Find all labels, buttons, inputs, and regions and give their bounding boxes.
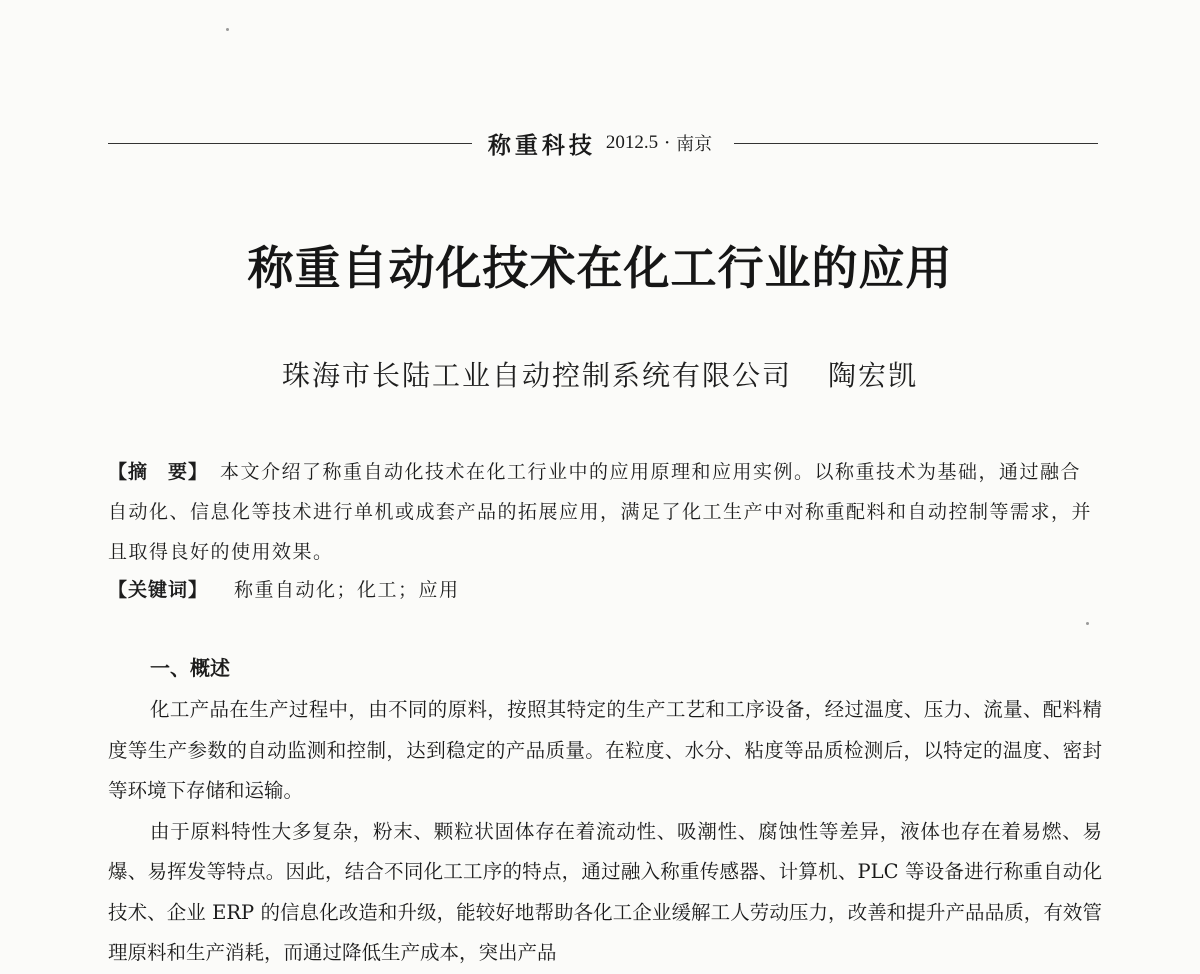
abstract-text: 本文介绍了称重自动化技术在化工行业中的应用原理和应用实例。以称重技术为基础，通过融合自动化、信息化等技术进行单机或成套产品的拓展应用，满足了化工生产中对称重配料和自动控制等需求，并且取得良好的使用效果。 <box>108 461 1093 563</box>
body-paragraph: 化工产品在生产过程中，由不同的原料，按照其特定的生产工艺和工序设备，经过温度、压力、流量、配料精度等生产参数的自动监测和控制，达到稳定的产品质量。在粒度、水分、粘度等品质检测后，以特定的温度、密封等环境下存储和运输。 <box>108 698 1102 802</box>
scan-speck <box>1086 622 1089 625</box>
header-rule-right <box>734 143 1098 144</box>
keywords-text: 称重自动化；化工；应用 <box>234 579 460 601</box>
abstract-label: 【摘 要】 <box>108 461 209 483</box>
journal-header <box>108 128 1098 158</box>
keywords-label: 【关键词】 <box>108 579 209 601</box>
author-line <box>0 354 1200 394</box>
keywords <box>108 570 1100 610</box>
author-affiliation: 珠海市长陆工业自动控制系统有限公司 <box>281 359 792 392</box>
journal-separator: · <box>664 132 671 154</box>
body-paragraph: 由于原料特性大多复杂，粉末、颗粒状固体存在着流动性、吸潮性、腐蚀性等差异，液体也存在着易燃、易爆、易挥发等特点。因此，结合不同化工工序的特点，通过融入称重传感器、计算机、PLC 等设备进行称重自动化技术、企业 ERP 的信息化改造和升级，能较好地帮助各化工企业缓解工人劳动压力，改善和提升产品品质，有效管理原料和生产消耗，而通过降低生产成本，突出产品 <box>108 819 1102 964</box>
journal-issue: 2012.5 <box>605 132 659 153</box>
author-name: 陶宏凯 <box>828 359 919 392</box>
abstract <box>108 452 1100 572</box>
journal-name: 称重科技 <box>487 131 596 159</box>
journal-city: 南京 <box>676 134 713 155</box>
section-heading: 一、概述 <box>150 656 230 680</box>
section-body <box>108 690 1102 974</box>
scan-speck <box>226 28 229 31</box>
header-rule-left <box>108 143 472 144</box>
paper-title: 称重自动化技术在化工行业的应用 <box>247 241 953 295</box>
